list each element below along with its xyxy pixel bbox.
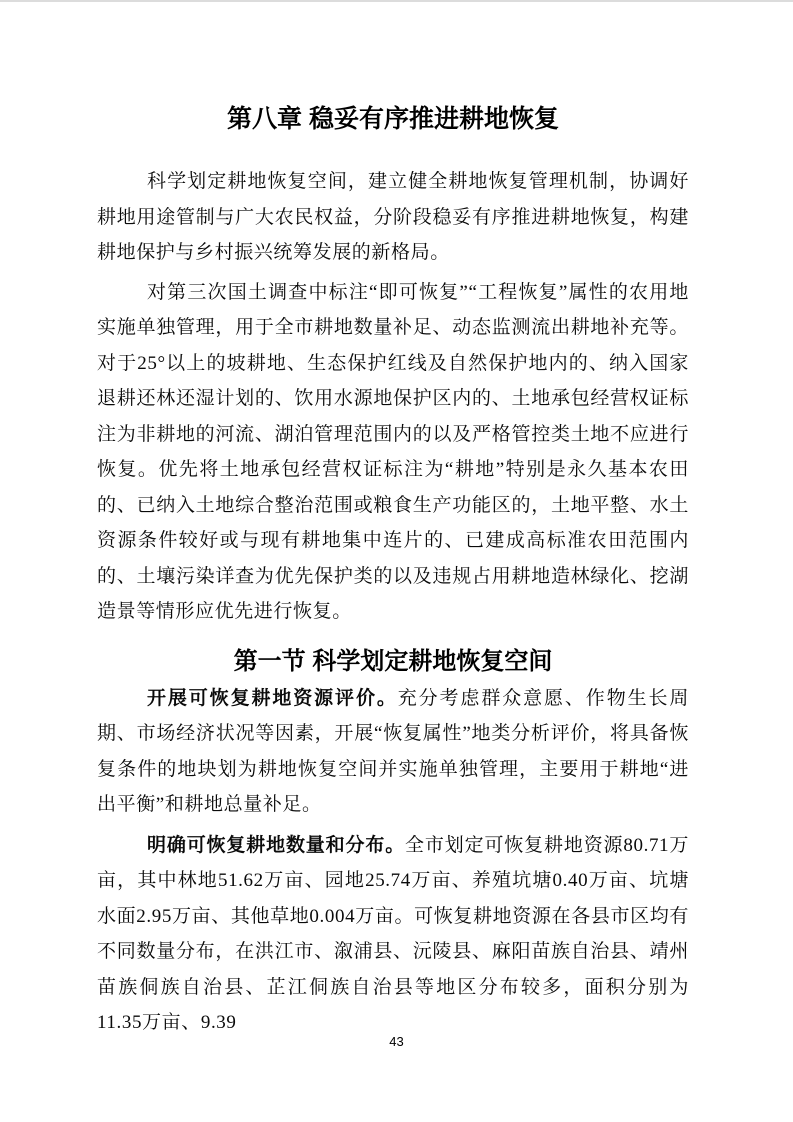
section-title: 第一节 科学划定耕地恢复空间 — [233, 647, 553, 675]
paragraph-overview: 科学划定耕地恢复空间，建立健全耕地恢复管理机制，协调好耕地用途管制与广大农民权益，分阶段稳妥有序推进耕地恢复，构建耕地保护与乡村振兴统筹发展的新格局。 — [97, 171, 689, 263]
paragraph-resource-evaluation — [97, 681, 689, 823]
chapter-title: 第八章 稳妥有序推进耕地恢复 — [227, 105, 559, 133]
paragraph-lead-quantity-distribution: 明确可恢复耕地数量和分布。 — [147, 834, 406, 856]
paragraph-text-quantity-distribution: 全市划定可恢复耕地资源80.71万亩，其中林地51.62万亩、园地25.74万亩、养殖坑塘0.40万亩、坑塘水面2.95万亩、其他草地0.004万亩。可恢复耕地资源在各县市区均有不同数量分布，在洪江市、溆浦县、沅陵县、麻阳苗族自治县、靖州苗族侗族自治县、芷江侗族自治县等地区分布较多，面积分别为11.35万亩、9.39 — [97, 834, 689, 1033]
paragraph-quantity-distribution — [97, 828, 689, 1041]
paragraph-lead-resource-evaluation: 开展可恢复耕地资源评价。 — [147, 687, 398, 709]
paragraph-restoration-policy: 对第三次国土调查中标注“即可恢复”“工程恢复”属性的农用地实施单独管理，用于全市耕地数量补足、动态监测流出耕地补充等。对于25°以上的坡耕地、生态保护红线及自然保护地内的、纳入国家退耕还林还湿计划的、饮用水源地保护区内的、土地承包经营权证标注为非耕地的河流、湖泊管理范围内的以及严格管控类土地不应进行恢复。优先将土地承包经营权证标注为“耕地”特别是永久基本农田的、已纳入土地综合整治范围或粮食生产功能区的，土地平整、水土资源条件较好或与现有耕地集中连片的、已建成高标准农田范围内的、土壤污染详查为优先保护类的以及违规占用耕地造林绿化、挖湖造景等情形应优先进行恢复。 — [97, 281, 689, 622]
paragraph-text-resource-evaluation: 充分考虑群众意愿、作物生长周期、市场经济状况等因素，开展“恢复属性”地类分析评价，将具备恢复条件的地块划为耕地恢复空间并实施单独管理，主要用于耕地“进出平衡”和耕地总量补足。 — [97, 687, 689, 815]
page-number: 43 — [389, 1034, 404, 1049]
page-content — [0, 2, 793, 1041]
